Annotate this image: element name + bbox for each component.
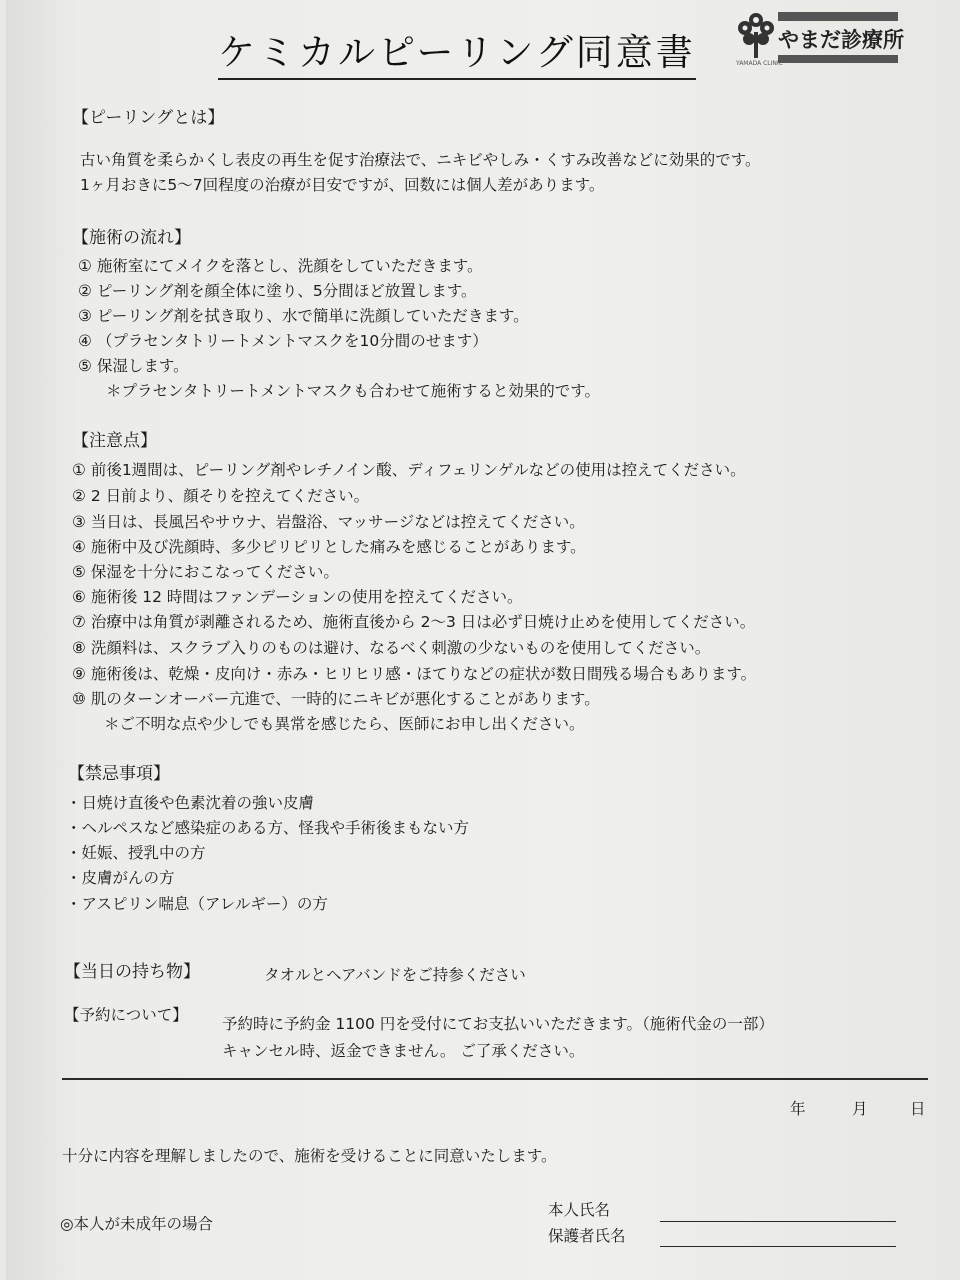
contraindication-item: ・皮膚がんの方 xyxy=(66,869,175,887)
about-heading: 【ピーリングとは】 xyxy=(72,108,225,128)
date-year-label: 年 xyxy=(790,1100,806,1118)
tree-logo-icon xyxy=(736,10,776,60)
divider-line xyxy=(62,1078,928,1080)
flow-item: ③ ピーリング剤を拭き取り、水で簡単に洗顔していただきます。 xyxy=(78,307,529,325)
flow-item: ④ （プラセンタトリートメントマスクを10分間のせます） xyxy=(78,332,488,350)
caution-item: ③ 当日は、長風呂やサウナ、岩盤浴、マッサージなどは控えてください。 xyxy=(72,513,585,531)
contraindication-item: ・日焼け直後や色素沈着の強い皮膚 xyxy=(66,794,315,812)
clinic-name: やまだ診療所 xyxy=(778,28,904,52)
reservation-line: 予約時に予約金 1100 円を受付にてお支払いいただきます。（施術代金の一部） xyxy=(222,1015,774,1033)
logo-top-bar xyxy=(778,12,898,21)
date-day-label: 日 xyxy=(910,1100,926,1118)
flow-item: ⑤ 保湿します。 xyxy=(78,357,189,375)
reservation-heading: 【予約について】 xyxy=(64,1006,188,1024)
reservation-line: キャンセル時、返金できません。 ご了承ください。 xyxy=(222,1042,585,1060)
cautions-heading: 【注意点】 xyxy=(72,431,157,451)
flow-item: ② ピーリング剤を顔全体に塗り、5分間ほど放置します。 xyxy=(78,282,477,300)
belongings-text: タオルとヘアバンドをご持参ください xyxy=(264,966,526,984)
guardian-name-field[interactable] xyxy=(660,1246,896,1247)
logo-bottom-bar xyxy=(778,55,898,63)
caution-item: ① 前後1週間は、ピーリング剤やレチノイン酸、ディフェリンゲルなどの使用は控えてください。 xyxy=(72,461,746,479)
contraindication-item: ・妊娠、授乳中の方 xyxy=(66,844,206,862)
caution-item: ⑨ 施術後は、乾燥・皮向け・赤み・ヒリヒリ感・ほてりなどの症状が数日間残る場合もあります。 xyxy=(72,665,757,683)
page-title: ケミカルピーリング同意書 xyxy=(218,22,696,80)
flow-note: ＊プラセンタトリートメントマスクも合わせて施術すると効果的です。 xyxy=(106,382,600,400)
contraindication-item: ・ヘルペスなど感染症のある方、怪我や手術後まもない方 xyxy=(66,819,470,837)
belongings-heading: 【当日の持ち物】 xyxy=(64,962,200,982)
caution-item: ⑥ 施術後 12 時間はファンデーションの使用を控えてください。 xyxy=(72,588,523,606)
contraindications-heading: 【禁忌事項】 xyxy=(68,764,170,784)
caution-item: ⑤ 保湿を十分におこなってください。 xyxy=(72,563,339,581)
consent-statement: 十分に内容を理解しましたので、施術を受けることに同意いたします。 xyxy=(62,1147,557,1165)
caution-item: ⑦ 治療中は角質が剥離されるため、施術直後から 2～3 日は必ず日焼け止めを使用してください。 xyxy=(72,613,756,631)
flow-heading: 【施術の流れ】 xyxy=(72,228,191,248)
minor-note: ◎本人が未成年の場合 xyxy=(60,1215,214,1233)
clinic-sub-text: YAMADA CLINIC xyxy=(736,60,783,67)
contraindication-item: ・アスピリン喘息（アレルギー）の方 xyxy=(66,895,328,913)
self-name-field[interactable] xyxy=(660,1221,896,1222)
clinic-logo xyxy=(736,10,906,68)
date-month-label: 月 xyxy=(852,1100,868,1118)
self-name-label: 本人氏名 xyxy=(548,1201,611,1219)
flow-item: ① 施術室にてメイクを落とし、洗顔をしていただきます。 xyxy=(78,257,483,275)
consent-form-sheet xyxy=(6,0,960,1280)
caution-item: ⑧ 洗顔料は、スクラブ入りのものは避け、なるべく刺激の少ないものを使用してください。 xyxy=(72,639,711,657)
about-line: 1ヶ月おきに5～7回程度の治療が目安ですが、回数には個人差があります。 xyxy=(80,176,605,194)
caution-item: ② 2 日前より、顔そりを控えてください。 xyxy=(72,487,370,505)
guardian-name-label: 保護者氏名 xyxy=(548,1227,626,1245)
caution-note: ＊ご不明な点や少しでも異常を感じたら、医師にお申し出ください。 xyxy=(104,715,585,733)
caution-item: ④ 施術中及び洗顔時、多少ピリピリとした痛みを感じることがあります。 xyxy=(72,538,586,556)
about-line: 古い角質を柔らかくし表皮の再生を促す治療法で、ニキビやしみ・くすみ改善などに効果的です。 xyxy=(80,151,761,169)
caution-item: ⑩ 肌のターンオーバー亢進で、一時的にニキビが悪化することがあります。 xyxy=(72,690,600,708)
